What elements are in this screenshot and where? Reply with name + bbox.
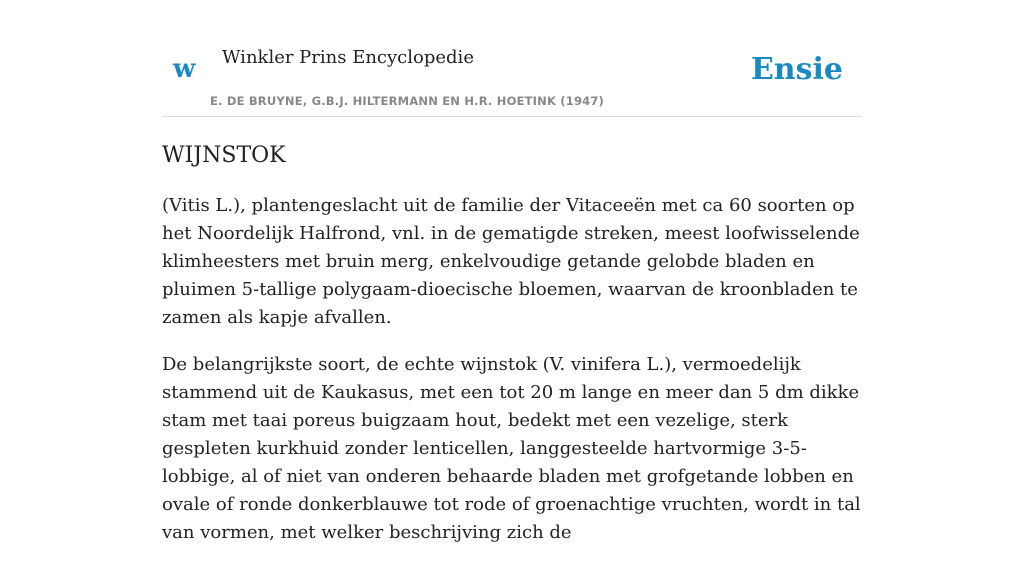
page (162, 0, 862, 543)
ensie-logo[interactable]: Ensie (750, 52, 843, 87)
publication-title[interactable]: Winkler Prins Encyclopedie (222, 47, 474, 68)
site-header (162, 0, 862, 117)
publication-logo[interactable]: w (173, 54, 196, 84)
publication-authors: E. DE BRUYNE, G.B.J. HILTERMANN EN H.R. HOETINK (1947) (210, 94, 605, 108)
entry-title: WIJNSTOK (162, 143, 286, 168)
entry-paragraph: (Vitis L.), plantengeslacht uit de familie der Vitaceeën met ca 60 soorten op het Noordelijk Halfrond, vnl. in de gematigde streken, meest loofwisselende klimheesters met bruin merg, enkelvoudige getande gelobde bladen en pluimen 5-tallige polygaam-dioecische bloemen, waarvan de kroonbladen te zamen als kapje afvallen. (162, 195, 860, 328)
entry-body (162, 192, 862, 566)
entry-paragraph: De belangrijkste soort, de echte wijnstok (V. vinifera L.), vermoedelijk stammend uit de Kaukasus, met een tot 20 m lange en meer dan 5 dm dikke stam met taai poreus buigzaam hout, bedekt met een vezelige, sterk gespleten kurkhuid zonder lenticellen, langgesteelde hartvormige 3-5-lobbige, al of niet van onderen behaarde bladen met grofgetande lobben en ovale of ronde donkerblauwe tot rode of groenachtige vruchten, wordt in tal van vormen, met welker beschrijving zich de (162, 354, 861, 543)
